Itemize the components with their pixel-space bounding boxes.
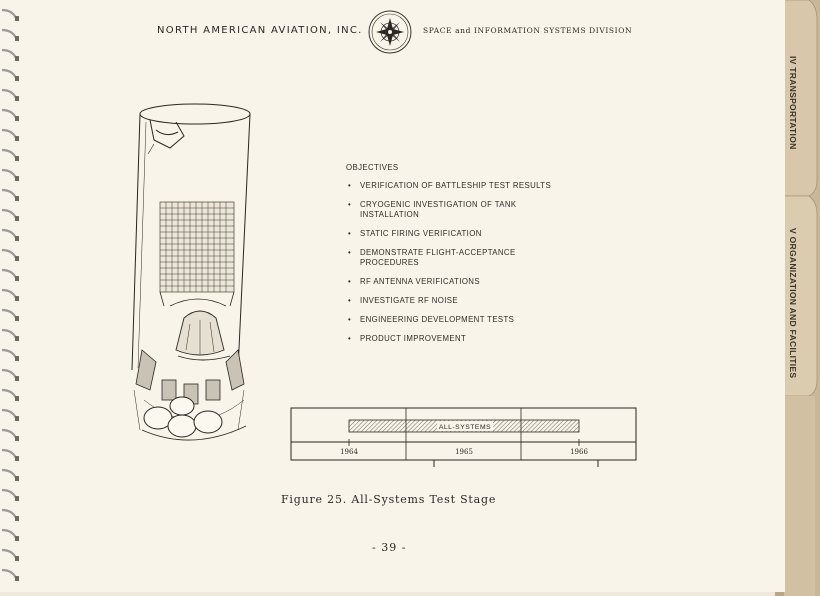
year-label: 1964 — [340, 448, 358, 456]
objectives-title: OBJECTIVES — [346, 163, 399, 172]
tab-organization-facilities[interactable]: V ORGANIZATION AND FACILITIES — [788, 228, 798, 379]
page-number: - 39 - — [372, 541, 407, 554]
schedule-timeline — [289, 406, 639, 470]
objective-item: • INVESTIGATE RF NOISE — [348, 296, 458, 305]
bar-label: ALL-SYSTEMS — [438, 424, 492, 431]
objective-text: CRYOGENIC INVESTIGATION OF TANK INSTALLATION — [360, 200, 517, 219]
objective-text: VERIFICATION OF BATTLESHIP TEST RESULTS — [360, 181, 552, 190]
objective-text: DEMONSTRATE FLIGHT-ACCEPTANCE PROCEDURES — [360, 248, 516, 267]
company-logo-icon — [366, 8, 414, 56]
tab-transportation[interactable]: IV TRANSPORTATION — [788, 56, 798, 150]
test-stage-illustration — [120, 100, 260, 460]
company-name: NORTH AMERICAN AVIATION, INC. — [157, 25, 363, 36]
objective-text: RF ANTENNA VERIFICATIONS — [360, 277, 480, 286]
tank-grid — [160, 202, 234, 292]
spiral-binding — [0, 0, 26, 596]
objectives-list — [346, 181, 586, 344]
figure-caption: Figure 25. All-Systems Test Stage — [281, 493, 497, 506]
objective-text: PRODUCT IMPROVEMENT — [360, 334, 467, 343]
division-name: SPACE and INFORMATION SYSTEMS DIVISION — [423, 26, 633, 35]
objective-item: • STATIC FIRING VERIFICATION — [348, 229, 482, 238]
objective-text: INVESTIGATE RF NOISE — [360, 296, 458, 305]
objective-item: • ENGINEERING DEVELOPMENT TESTS — [348, 315, 515, 324]
objective-text: STATIC FIRING VERIFICATION — [360, 229, 482, 238]
year-label: 1966 — [570, 448, 588, 456]
objective-text: ENGINEERING DEVELOPMENT TESTS — [360, 315, 515, 324]
objective-item: • RF ANTENNA VERIFICATIONS — [348, 277, 480, 286]
objectives-section — [346, 163, 586, 353]
year-label: 1965 — [455, 448, 473, 456]
objective-item: • DEMONSTRATE FLIGHT-ACCEPTANCE PROCEDURES — [348, 248, 516, 267]
objective-item: • VERIFICATION OF BATTLESHIP TEST RESULTS — [348, 181, 552, 190]
objective-item: • CRYOGENIC INVESTIGATION OF TANK INSTALLATION — [348, 200, 517, 219]
objective-item: • PRODUCT IMPROVEMENT — [348, 334, 467, 343]
